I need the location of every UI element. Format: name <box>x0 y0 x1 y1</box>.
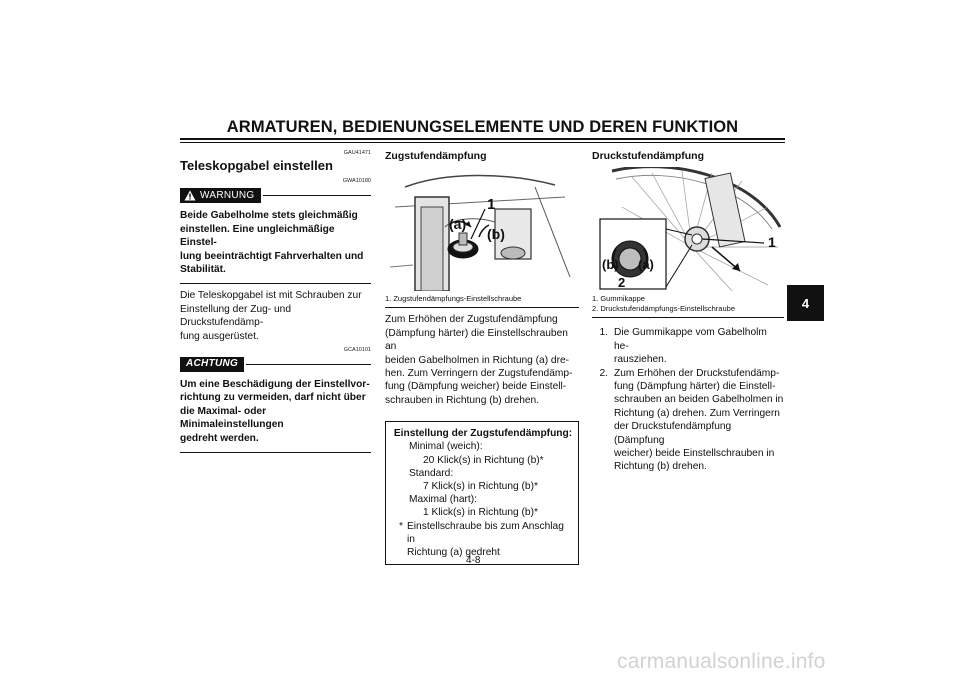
page-number: 4-8 <box>466 555 481 566</box>
intro-line: fung ausgerüstet. <box>180 330 259 342</box>
warning-triangle-icon <box>184 190 196 201</box>
right-column <box>592 150 784 474</box>
caution-line: gedreht werden. <box>180 432 259 444</box>
compression-steps <box>592 326 784 473</box>
step-line: Die Gummikappe vom Gabelholm he- <box>614 327 767 352</box>
warning-badge-row <box>180 187 371 203</box>
caption-rule <box>385 307 579 308</box>
caution-line: richtung zu vermeiden, darf nicht über <box>180 392 366 404</box>
warning-line: Stabilität. <box>180 264 226 276</box>
header-rule <box>180 138 785 140</box>
middle-column <box>385 150 579 565</box>
fork-top-illustration <box>385 167 579 291</box>
warning-badge-line <box>263 195 371 196</box>
step-text <box>614 367 784 474</box>
step-line: rausziehen. <box>614 354 667 366</box>
step-item <box>592 326 784 366</box>
rebound-line: beiden Gabelholmen in Richtung (a) dre- <box>385 354 570 366</box>
chapter-tab[interactable]: 4 <box>787 285 824 321</box>
spec-title: Einstellung der Zugstufendämpfung: <box>393 428 573 440</box>
warning-line: einstellen. Eine ungleichmäßige Einstel- <box>180 223 335 249</box>
warning-badge <box>180 188 261 203</box>
warning-text <box>180 209 371 276</box>
intro-text <box>180 289 371 343</box>
caption-line-2: 2. Druckstufendämpfungs-Einstellschraube <box>592 304 735 314</box>
label-b: (b) <box>602 257 619 273</box>
intro-line: Die Teleskopgabel ist mit Schrauben zur <box>180 290 362 302</box>
spec-note-line: Richtung (a) gedreht <box>407 547 500 559</box>
step-text <box>614 326 784 366</box>
caption-rule <box>592 317 784 318</box>
rebound-caption: 1. Zugstufendämpfungs-Einstellschraube <box>385 294 522 304</box>
caution-text <box>180 378 371 445</box>
spec-note <box>392 520 574 560</box>
warning-code: GWA10180 <box>342 178 371 185</box>
compression-caption <box>592 294 784 314</box>
label-a: (a) <box>638 257 654 273</box>
step-line: Richtung (a) drehen. Zum Verringern <box>614 407 780 419</box>
rebound-spec-box <box>385 421 579 565</box>
step-line: der Druckstufendämpfung (Dämpfung <box>614 421 732 446</box>
caution-code: GCA10101 <box>343 347 371 354</box>
section-heading: Teleskopgabel einstellen <box>180 158 333 173</box>
rebound-line: (Dämpfung härter) die Einstellschrauben an <box>385 327 568 353</box>
rebound-line: fung (Dämpfung weicher) beide Einstell- <box>385 381 567 393</box>
callout-1: 1 <box>487 196 496 214</box>
spec-min-label: Minimal (weich): <box>409 441 483 453</box>
step-line: Richtung (b) drehen. <box>614 461 707 473</box>
step-number: 1. <box>599 327 608 339</box>
step-line: Zum Erhöhen der Druckstufendämp- <box>614 367 780 379</box>
rebound-line: hen. Zum Verringern der Zugstufendämp- <box>385 368 573 380</box>
rebound-text <box>385 313 579 407</box>
intro-line: Einstellung der Zug- und Druckstufendämp- <box>180 303 291 329</box>
spec-note-text <box>407 520 574 560</box>
label-a: (a) <box>449 216 467 233</box>
step-line: fung (Dämpfung härter) die Einstell- <box>614 381 776 393</box>
label-b: (b) <box>487 226 505 243</box>
spec-std-label: Standard: <box>409 467 454 479</box>
compression-adjuster-photo <box>592 167 784 291</box>
section-code: GAU41471 <box>343 150 371 156</box>
caption-line-1: 1. Gummikappe <box>592 294 645 304</box>
caution-badge-row <box>180 356 371 372</box>
spec-std-value: 7 Klick(s) in Richtung (b)* <box>423 481 538 493</box>
wheel-hub-illustration <box>592 167 784 291</box>
caution-badge-line <box>246 364 371 365</box>
caution-badge: ACHTUNG <box>180 357 244 372</box>
spec-note-line: Einstellschraube bis zum Anschlag in <box>407 520 564 545</box>
caution-end-rule <box>180 452 371 453</box>
warning-line: Beide Gabelholme stets gleichmäßig <box>180 210 358 222</box>
header-rule-thin <box>180 142 785 143</box>
rebound-line: schrauben in Richtung (b) drehen. <box>385 394 540 406</box>
left-column <box>180 150 371 453</box>
compression-heading: Druckstufendämpfung <box>592 150 705 162</box>
caution-line: Um eine Beschädigung der Einstellvor- <box>180 379 370 391</box>
step-line: schrauben an beiden Gabelholmen in <box>614 394 784 406</box>
spec-note-star: * <box>399 520 403 532</box>
caution-line: die Maximal- oder Minimaleinstellungen <box>180 405 284 431</box>
spec-min-value: 20 Klick(s) in Richtung (b)* <box>423 454 544 466</box>
callout-2: 2 <box>618 275 626 291</box>
callout-1: 1 <box>768 234 776 251</box>
warning-end-rule <box>180 283 371 284</box>
warning-label: WARNUNG <box>200 189 255 201</box>
rebound-heading: Zugstufendämpfung <box>385 150 487 162</box>
step-line: weicher) beide Einstellschrauben in <box>614 448 775 460</box>
warning-line: lung beeinträchtigt Fahrverhalten und <box>180 250 364 262</box>
step-number: 2. <box>599 367 608 379</box>
step-item <box>592 367 784 474</box>
spec-max-value: 1 Klick(s) in Richtung (b)* <box>423 507 538 519</box>
watermark: carmanualsonline.info <box>617 650 826 673</box>
page-header-title: ARMATUREN, BEDIENUNGSELEMENTE UND DEREN FUNKTION <box>226 118 739 136</box>
spec-max-label: Maximal (hart): <box>409 494 477 506</box>
rebound-line: Zum Erhöhen der Zugstufendämpfung <box>385 314 558 326</box>
rebound-adjuster-photo <box>385 167 579 291</box>
